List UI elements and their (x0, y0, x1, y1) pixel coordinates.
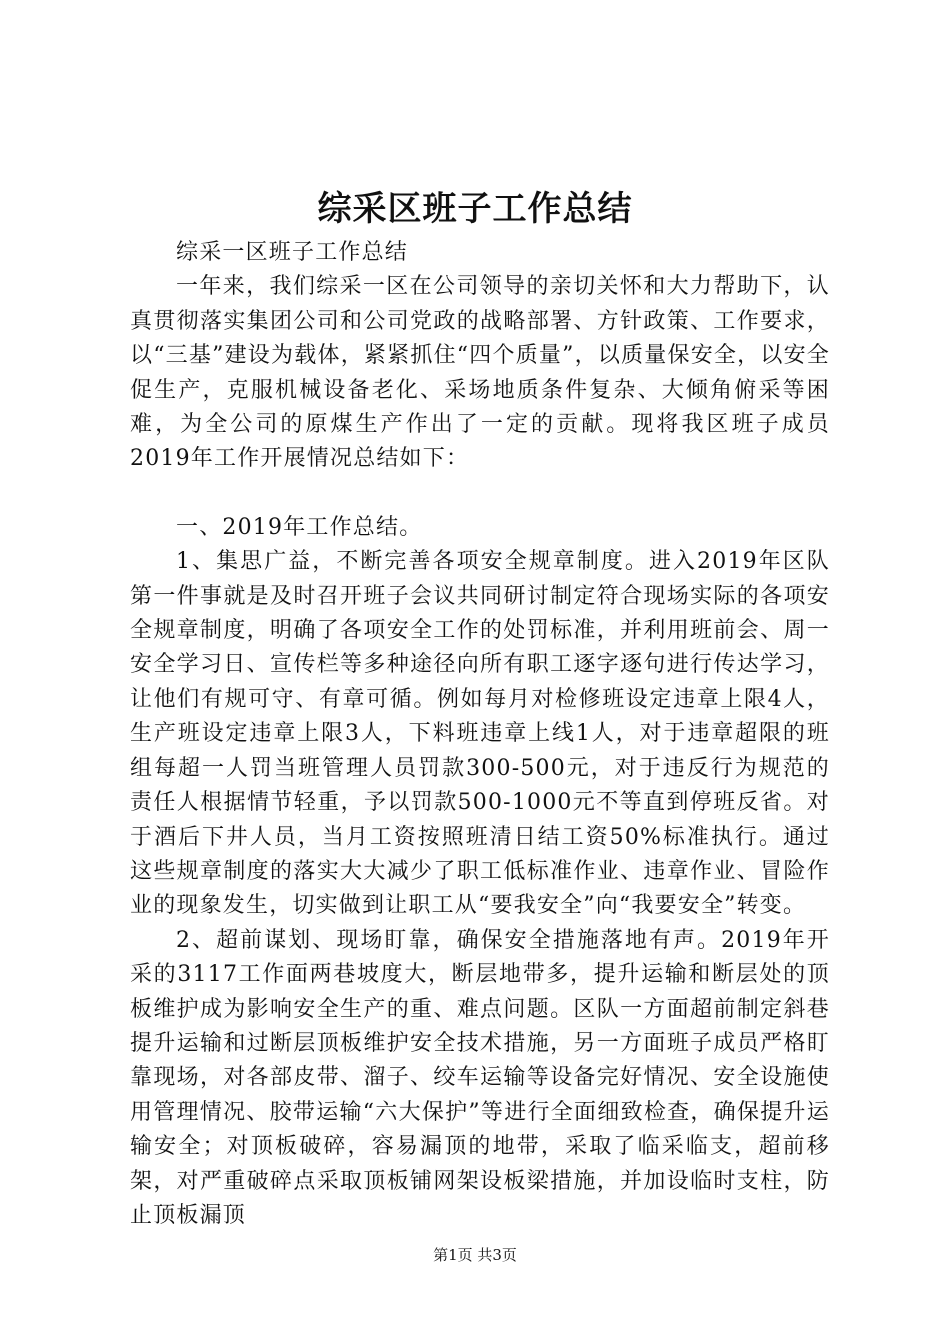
document-body (130, 236, 830, 1233)
section-heading: 一、2019年工作总结。 (176, 514, 423, 540)
document-title: 综采区班子工作总结 (317, 189, 633, 229)
paragraph-item-1: 1、集思广益，不断完善各项安全规章制度。进入2019年区队第一件事就是及时召开班子会议共同研讨制定符合现场实际的各项安全规章制度，明确了各项安全工作的处罚标准，并利用班前会、周一安全学习日、宣传栏等多种途径向所有职工逐字逐句进行传达学习，让他们有规可守、有章可循。例如每月对检修班设定违章上限4人，生产班设定违章上限3人，下料班违章上线1人，对于违章超限的班组每超一人罚当班管理人员罚款300-500元，对于违反行为规范的责任人根据情节轻重，予以罚款500-1000元不等直到停班反省。对于酒后下井人员，当月工资按照班清日结工资50%标准执行。通过这些规章制度的落实大大减少了职工低标准作业、违章作业、冒险作业的现象发生，切实做到让职工从“要我安全”向“我要安全”转变。 (130, 549, 830, 919)
paragraph-subtitle: 综采一区班子工作总结 (176, 240, 409, 265)
paragraph-item-2: 2、超前谋划、现场盯靠，确保安全措施落地有声。2019年开采的3117工作面两巷坡度大，断层地带多，提升运输和断层处的顶板维护成为影响安全生产的重、难点问题。区队一方面超前制定斜巷提升运输和过断层顶板维护安全技术措施，另一方面班子成员严格盯靠现场，对各部皮带、溜子、绞车运输等设备完好情况、安全设施使用管理情况、胶带运输“六大保护”等进行全面细致检查，确保提升运输安全；对顶板破碎，容易漏顶的地带，采取了临采临支，超前移架，对严重破碎点采取顶板铺网架设板梁措施，并加设临时支柱，防止顶板漏顶 (130, 927, 830, 1228)
paragraph-intro: 一年来，我们综采一区在公司领导的亲切关怀和大力帮助下，认真贯彻落实集团公司和公司党政的战略部署、方针政策、工作要求，以“三基”建设为载体，紧紧抓住“四个质量”，以质量保安全，以安全促生产，克服机械设备老化、采场地质条件复杂、大倾角俯采等困难，为全公司的原煤生产作出了一定的贡献。现将我区班子成员2019年工作开展情况总结如下： (130, 274, 830, 472)
page-footer: 第1页 共3页 (433, 1246, 517, 1264)
